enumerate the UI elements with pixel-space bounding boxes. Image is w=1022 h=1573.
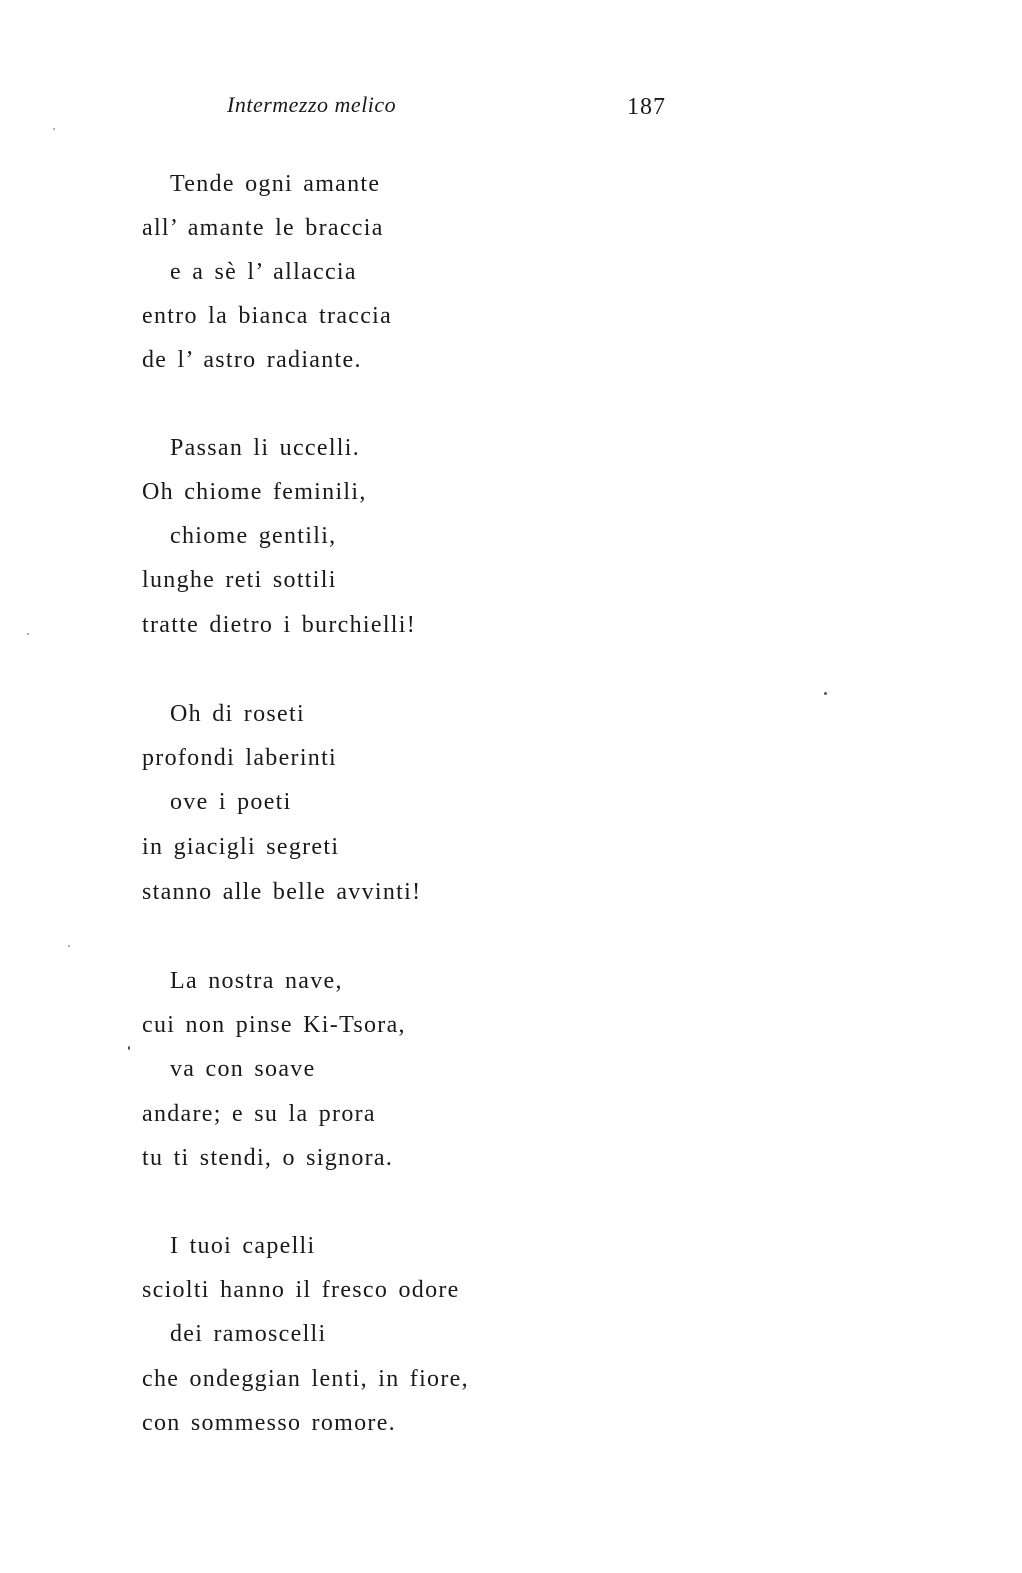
verse-line: chiome gentili, <box>170 523 337 549</box>
verse-line: in giacigli segreti <box>142 834 340 860</box>
verse-line: Passan li uccelli. <box>170 435 361 461</box>
verse-line: tu ti stendi, o signora. <box>142 1145 394 1171</box>
verse-line: Tende ogni amante <box>170 171 381 197</box>
verse-line: va con soave <box>170 1056 316 1082</box>
verse-line: lunghe reti sottili <box>142 567 337 593</box>
verse-line: Oh chiome feminili, <box>142 479 367 505</box>
scan-speck <box>68 945 70 947</box>
verse-line: profondi laberinti <box>142 745 338 771</box>
verse-line: dei ramoscelli <box>170 1321 327 1347</box>
page-number: 187 <box>627 94 666 120</box>
scan-speck <box>53 128 55 130</box>
scan-speck <box>128 1046 130 1050</box>
scan-speck <box>27 633 29 635</box>
verse-line: che ondeggian lenti, in fiore, <box>142 1366 469 1392</box>
verse-line: e a sè l’ allaccia <box>170 259 357 285</box>
verse-line: con sommesso romore. <box>142 1410 396 1436</box>
verse-line: de l’ astro radiante. <box>142 347 362 373</box>
verse-line: stanno alle belle avvinti! <box>142 879 422 905</box>
verse-line: sciolti hanno il fresco odore <box>142 1277 460 1303</box>
verse-line: ove i poeti <box>170 789 292 815</box>
verse-line: Oh di roseti <box>170 701 305 727</box>
verse-line: all’ amante le braccia <box>142 215 384 241</box>
verse-line: entro la bianca traccia <box>142 303 393 329</box>
running-title: Intermezzo melico <box>227 92 397 117</box>
verse-line: La nostra nave, <box>170 968 343 994</box>
scan-speck <box>824 692 827 695</box>
verse-line: tratte dietro i burchielli! <box>142 612 417 638</box>
verse-line: andare; e su la prora <box>142 1101 376 1127</box>
verse-line: I tuoi capelli <box>170 1233 316 1259</box>
verse-line: cui non pinse Ki-Tsora, <box>142 1012 406 1038</box>
